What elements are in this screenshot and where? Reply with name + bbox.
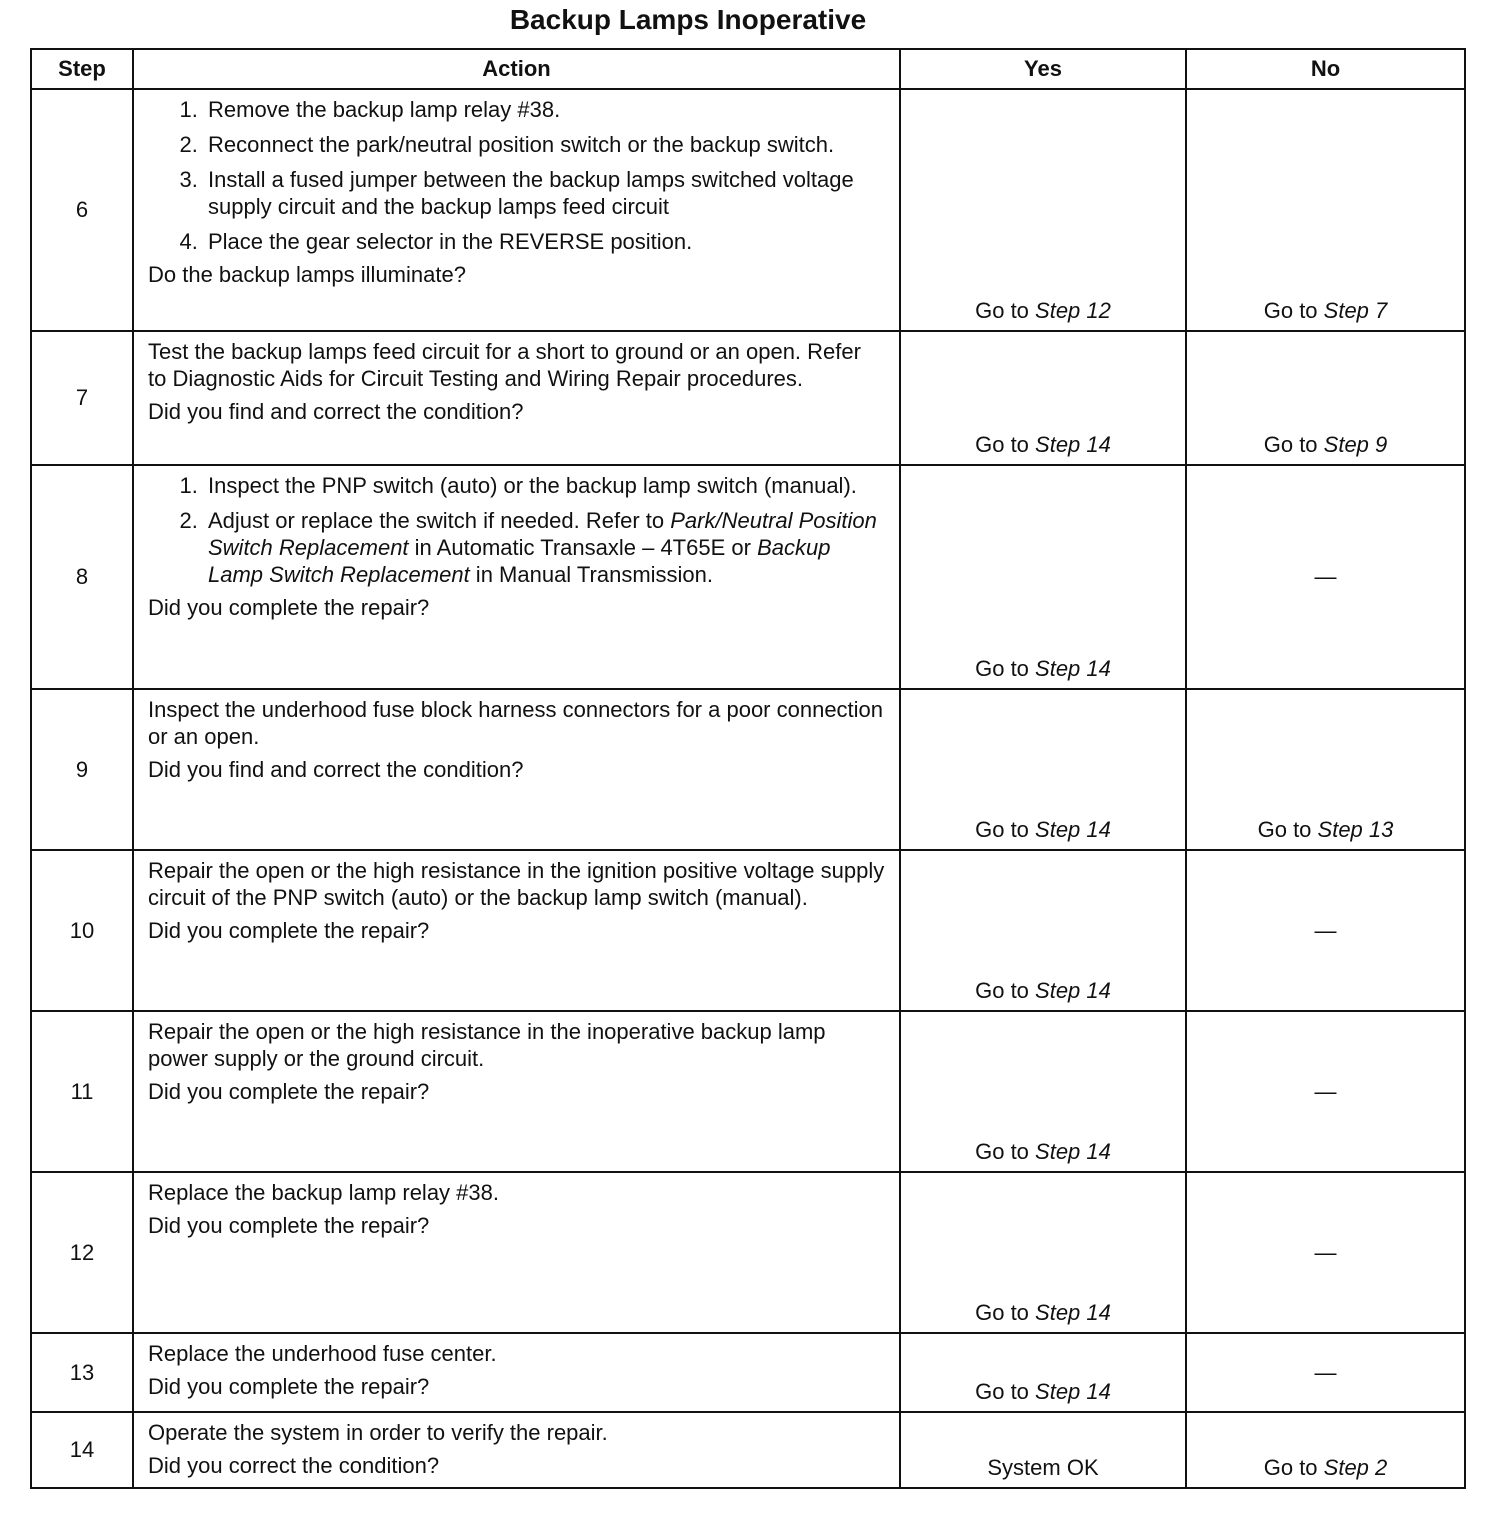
step-link: Step 13 — [1317, 817, 1394, 842]
action-list — [148, 96, 885, 255]
no-cell: — — [1186, 850, 1465, 1011]
table-row — [31, 89, 1465, 331]
table-row — [31, 1412, 1465, 1488]
action-cell — [133, 1172, 900, 1333]
yes-cell: Go to Step 14 — [900, 1333, 1186, 1412]
step-number: 12 — [31, 1172, 133, 1333]
table-row — [31, 1333, 1465, 1412]
list-item: 1. Remove the backup lamp relay #38. — [204, 96, 885, 123]
yes-cell: Go to Step 14 — [900, 689, 1186, 850]
table-row — [31, 850, 1465, 1011]
action-cell — [133, 850, 900, 1011]
action-cell — [133, 1412, 900, 1488]
action-cell — [133, 89, 900, 331]
step-link: Step 14 — [1035, 1300, 1111, 1325]
step-link: Step 7 — [1323, 298, 1388, 323]
table-row — [31, 689, 1465, 850]
list-item: 4. Place the gear selector in the REVERSE position. — [204, 228, 885, 255]
action-list — [148, 472, 885, 588]
no-cell: — — [1186, 1333, 1465, 1412]
yes-cell: Go to Step 14 — [900, 1172, 1186, 1333]
question: Did you complete the repair? — [148, 1213, 430, 1238]
step-link: Step 14 — [1035, 656, 1111, 681]
yes-cell: Go to Step 14 — [900, 465, 1186, 689]
page-title: Backup Lamps Inoperative — [509, 4, 867, 35]
step-number: 8 — [31, 465, 133, 689]
header-action: Action — [133, 49, 900, 89]
header-row — [31, 49, 1465, 89]
action-cell — [133, 465, 900, 689]
step-number: 6 — [31, 89, 133, 331]
step-number: 10 — [31, 850, 133, 1011]
question: Did you complete the repair? — [148, 918, 430, 943]
list-item: 1. Inspect the PNP switch (auto) or the backup lamp switch (manual). — [204, 472, 885, 499]
yes-cell: System OK — [900, 1412, 1186, 1488]
step-link: Step 14 — [1035, 978, 1111, 1003]
question: Did you correct the condition? — [148, 1453, 440, 1478]
step-link: Step 14 — [1035, 1139, 1111, 1164]
question: Do the backup lamps illuminate? — [148, 262, 466, 287]
step-number: 13 — [31, 1333, 133, 1412]
step-link: Step 12 — [1035, 298, 1111, 323]
header-yes: Yes — [900, 49, 1186, 89]
step-link: Step 9 — [1323, 432, 1388, 457]
yes-cell: Go to Step 14 — [900, 331, 1186, 465]
header-no: No — [1186, 49, 1465, 89]
yes-cell: Go to Step 14 — [900, 850, 1186, 1011]
header-step: Step — [31, 49, 133, 89]
action-text: Repair the open or the high resistance in the ignition positive voltage supply circuit of the PNP switch (auto) or the backup lamp switch (manual). — [148, 858, 885, 910]
step-link: Step 14 — [1035, 432, 1111, 457]
no-cell: Go to Step 9 — [1186, 331, 1465, 465]
step-link: Step 14 — [1035, 817, 1111, 842]
question: Did you complete the repair? — [148, 1374, 430, 1399]
action-cell — [133, 1011, 900, 1172]
action-text: Replace the underhood fuse center. — [148, 1341, 497, 1366]
table-row — [31, 331, 1465, 465]
step-number: 7 — [31, 331, 133, 465]
yes-cell: Go to Step 14 — [900, 1011, 1186, 1172]
list-item: 2. Adjust or replace the switch if needed. Refer to Park/Neutral Position Switch Replacement in Automatic Transaxle – 4T65E or Backup Lamp Switch Replacement in Manual Transmission. — [204, 507, 885, 588]
action-cell — [133, 331, 900, 465]
question: Did you find and correct the condition? — [148, 399, 524, 424]
action-cell — [133, 1333, 900, 1412]
diagnostic-table — [30, 48, 1466, 1489]
step-link: Step 14 — [1035, 1379, 1111, 1404]
action-text: Repair the open or the high resistance in the inoperative backup lamp power supply or the ground circuit. — [148, 1019, 826, 1071]
no-cell: Go to Step 13 — [1186, 689, 1465, 850]
step-number: 11 — [31, 1011, 133, 1172]
step-number: 14 — [31, 1412, 133, 1488]
question: Did you complete the repair? — [148, 595, 430, 620]
action-text: Replace the backup lamp relay #38. — [148, 1180, 499, 1205]
step-link: Step 2 — [1323, 1455, 1388, 1480]
action-text: Operate the system in order to verify the repair. — [148, 1420, 608, 1445]
table-row — [31, 465, 1465, 689]
no-cell: Go to Step 2 — [1186, 1412, 1465, 1488]
table-row — [31, 1172, 1465, 1333]
no-cell: Go to Step 7 — [1186, 89, 1465, 331]
action-cell — [133, 689, 900, 850]
action-text: Test the backup lamps feed circuit for a short to ground or an open. Refer to Diagnostic Aids for Circuit Testing and Wiring Repair procedures. — [148, 339, 861, 391]
list-item: 2. Reconnect the park/neutral position switch or the backup switch. — [204, 131, 885, 158]
yes-cell: Go to Step 12 — [900, 89, 1186, 331]
step-number: 9 — [31, 689, 133, 850]
no-cell: — — [1186, 465, 1465, 689]
question: Did you find and correct the condition? — [148, 757, 524, 782]
no-cell: — — [1186, 1172, 1465, 1333]
action-text: Inspect the underhood fuse block harness connectors for a poor connection or an open. — [148, 697, 884, 749]
table-row — [31, 1011, 1465, 1172]
list-item: 3. Install a fused jumper between the backup lamps switched voltage supply circuit and the backup lamps feed circuit — [204, 166, 885, 220]
question: Did you complete the repair? — [148, 1079, 430, 1104]
no-cell: — — [1186, 1011, 1465, 1172]
